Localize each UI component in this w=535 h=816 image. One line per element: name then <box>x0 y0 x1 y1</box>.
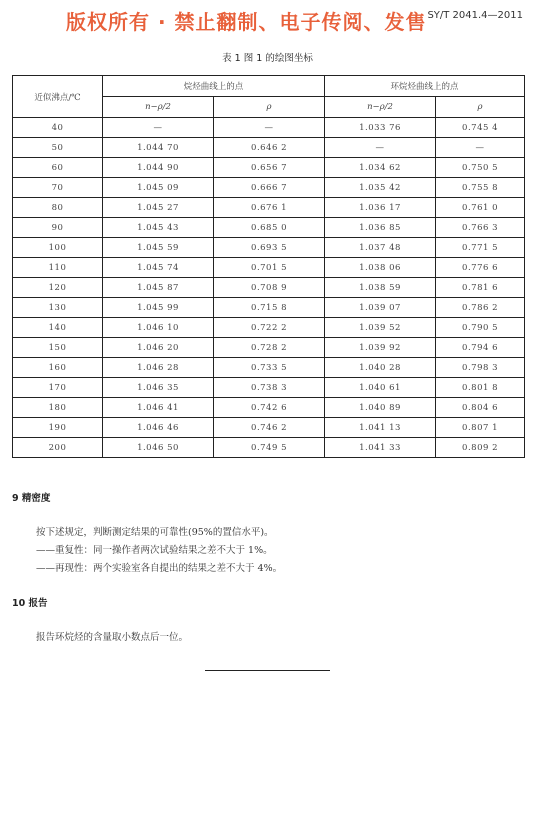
table-cell: 1.045 87 <box>103 278 214 298</box>
sub-header-alkane-n: n−ρ/2 <box>103 97 214 118</box>
table-cell: 1.034 62 <box>325 158 436 178</box>
table-row <box>13 398 525 418</box>
table-cell: 130 <box>13 298 103 318</box>
table-cell: 100 <box>13 238 103 258</box>
table-cell: 0.794 6 <box>436 338 525 358</box>
table-cell: 0.742 6 <box>214 398 325 418</box>
table-cell: 0.781 6 <box>436 278 525 298</box>
table-cell: 1.045 43 <box>103 218 214 238</box>
table-cell: 0.776 6 <box>436 258 525 278</box>
table-cell: 1.045 74 <box>103 258 214 278</box>
table-cell: — <box>214 118 325 138</box>
table-cell: 0.801 8 <box>436 378 525 398</box>
table-cell: 1.040 61 <box>325 378 436 398</box>
precision-reproducibility: ——再现性：两个实验室各自提出的结果之差不大于 4%。 <box>36 563 283 574</box>
section-report-heading: 10 报告 <box>12 598 48 609</box>
table-caption: 表 1 图 1 的绘图坐标 <box>222 53 313 64</box>
table-cell: 0.715 8 <box>214 298 325 318</box>
table-cell: 90 <box>13 218 103 238</box>
table-cell: 40 <box>13 118 103 138</box>
row-header-boiling-point: 近似沸点/℃ <box>13 76 103 118</box>
table-cell: 1.046 41 <box>103 398 214 418</box>
table-cell: 0.656 7 <box>214 158 325 178</box>
table-cell: 1.045 09 <box>103 178 214 198</box>
table-cell: 0.804 6 <box>436 398 525 418</box>
table-cell: 1.044 90 <box>103 158 214 178</box>
table-cell: 0.666 7 <box>214 178 325 198</box>
table-cell: 1.039 07 <box>325 298 436 318</box>
table-cell: 1.045 59 <box>103 238 214 258</box>
precision-intro: 按下述规定，判断测定结果的可靠性(95%的置信水平)。 <box>36 527 274 538</box>
table-cell: 0.738 3 <box>214 378 325 398</box>
table-row <box>13 158 525 178</box>
table-cell: 150 <box>13 338 103 358</box>
sub-header-cycloalkane-rho: ρ <box>436 97 525 118</box>
table-cell: 0.771 5 <box>436 238 525 258</box>
table-cell: — <box>436 138 525 158</box>
table-cell: 1.044 70 <box>103 138 214 158</box>
table-cell: 160 <box>13 358 103 378</box>
table-cell: 0.676 1 <box>214 198 325 218</box>
table-cell: 0.685 0 <box>214 218 325 238</box>
table-cell: 1.033 76 <box>325 118 436 138</box>
table-cell: 0.701 5 <box>214 258 325 278</box>
table-cell: 120 <box>13 278 103 298</box>
table-cell: 1.046 46 <box>103 418 214 438</box>
table-row <box>13 118 525 138</box>
table-cell: 70 <box>13 178 103 198</box>
section-precision-heading: 9 精密度 <box>12 493 51 504</box>
table-cell: 0.693 5 <box>214 238 325 258</box>
table-cell: 0.750 5 <box>436 158 525 178</box>
sub-header-cycloalkane-n: n−ρ/2 <box>325 97 436 118</box>
table-cell: 0.786 2 <box>436 298 525 318</box>
table-cell: 1.039 92 <box>325 338 436 358</box>
table-cell: 200 <box>13 438 103 458</box>
table-cell: 60 <box>13 158 103 178</box>
table-cell: 1.045 99 <box>103 298 214 318</box>
table-cell: 1.035 42 <box>325 178 436 198</box>
table-row <box>13 298 525 318</box>
table-cell: 110 <box>13 258 103 278</box>
table-row <box>13 318 525 338</box>
table-cell: 0.761 0 <box>436 198 525 218</box>
table-row <box>13 178 525 198</box>
table-cell: 0.733 5 <box>214 358 325 378</box>
table-cell: 0.755 8 <box>436 178 525 198</box>
table-cell: 80 <box>13 198 103 218</box>
table-cell: 1.038 59 <box>325 278 436 298</box>
table-cell: 1.040 89 <box>325 398 436 418</box>
table-cell: 0.766 3 <box>436 218 525 238</box>
group-header-alkane: 烷烃曲线上的点 <box>103 76 325 97</box>
table-cell: 1.046 35 <box>103 378 214 398</box>
table-cell: 0.798 3 <box>436 358 525 378</box>
end-rule <box>205 670 330 671</box>
table-cell: 0.746 2 <box>214 418 325 438</box>
table-cell: 1.036 85 <box>325 218 436 238</box>
standard-number: SY/T 2041.4—2011 <box>427 10 523 21</box>
table-cell: 1.046 10 <box>103 318 214 338</box>
table-cell: 1.040 28 <box>325 358 436 378</box>
table-body <box>13 118 525 458</box>
table-row <box>13 138 525 158</box>
table-cell: 1.046 28 <box>103 358 214 378</box>
table-cell: 1.045 27 <box>103 198 214 218</box>
table-row <box>13 378 525 398</box>
table-cell: 0.749 5 <box>214 438 325 458</box>
table-cell: 1.041 13 <box>325 418 436 438</box>
table-cell: 0.807 1 <box>436 418 525 438</box>
table-row <box>13 278 525 298</box>
coordinates-table <box>12 75 525 458</box>
table-cell: 0.646 2 <box>214 138 325 158</box>
copyright-watermark: 版权所有 · 禁止翻制、电子传阅、发售 <box>66 10 427 34</box>
table-cell: 0.708 9 <box>214 278 325 298</box>
table-row <box>13 338 525 358</box>
table-cell: 1.046 50 <box>103 438 214 458</box>
table-cell: 0.790 5 <box>436 318 525 338</box>
table-row <box>13 418 525 438</box>
table-row <box>13 198 525 218</box>
table-cell: 0.722 2 <box>214 318 325 338</box>
table-cell: 0.728 2 <box>214 338 325 358</box>
table-cell: 1.046 20 <box>103 338 214 358</box>
table-cell: — <box>103 118 214 138</box>
table-row <box>13 238 525 258</box>
table-cell: 1.036 17 <box>325 198 436 218</box>
table-cell: — <box>325 138 436 158</box>
precision-repeatability: ——重复性：同一操作者两次试验结果之差不大于 1%。 <box>36 545 273 556</box>
report-text: 报告环烷烃的含量取小数点后一位。 <box>36 632 189 643</box>
table-row <box>13 358 525 378</box>
table-cell: 140 <box>13 318 103 338</box>
table-cell: 170 <box>13 378 103 398</box>
table-cell: 0.745 4 <box>436 118 525 138</box>
table-cell: 1.041 33 <box>325 438 436 458</box>
table-cell: 180 <box>13 398 103 418</box>
table-cell: 1.037 48 <box>325 238 436 258</box>
table-cell: 0.809 2 <box>436 438 525 458</box>
table-cell: 1.038 06 <box>325 258 436 278</box>
table-cell: 1.039 52 <box>325 318 436 338</box>
table-row <box>13 218 525 238</box>
table-cell: 50 <box>13 138 103 158</box>
sub-header-alkane-rho: ρ <box>214 97 325 118</box>
table-row <box>13 258 525 278</box>
table-row <box>13 438 525 458</box>
table-cell: 190 <box>13 418 103 438</box>
group-header-cycloalkane: 环烷烃曲线上的点 <box>325 76 525 97</box>
